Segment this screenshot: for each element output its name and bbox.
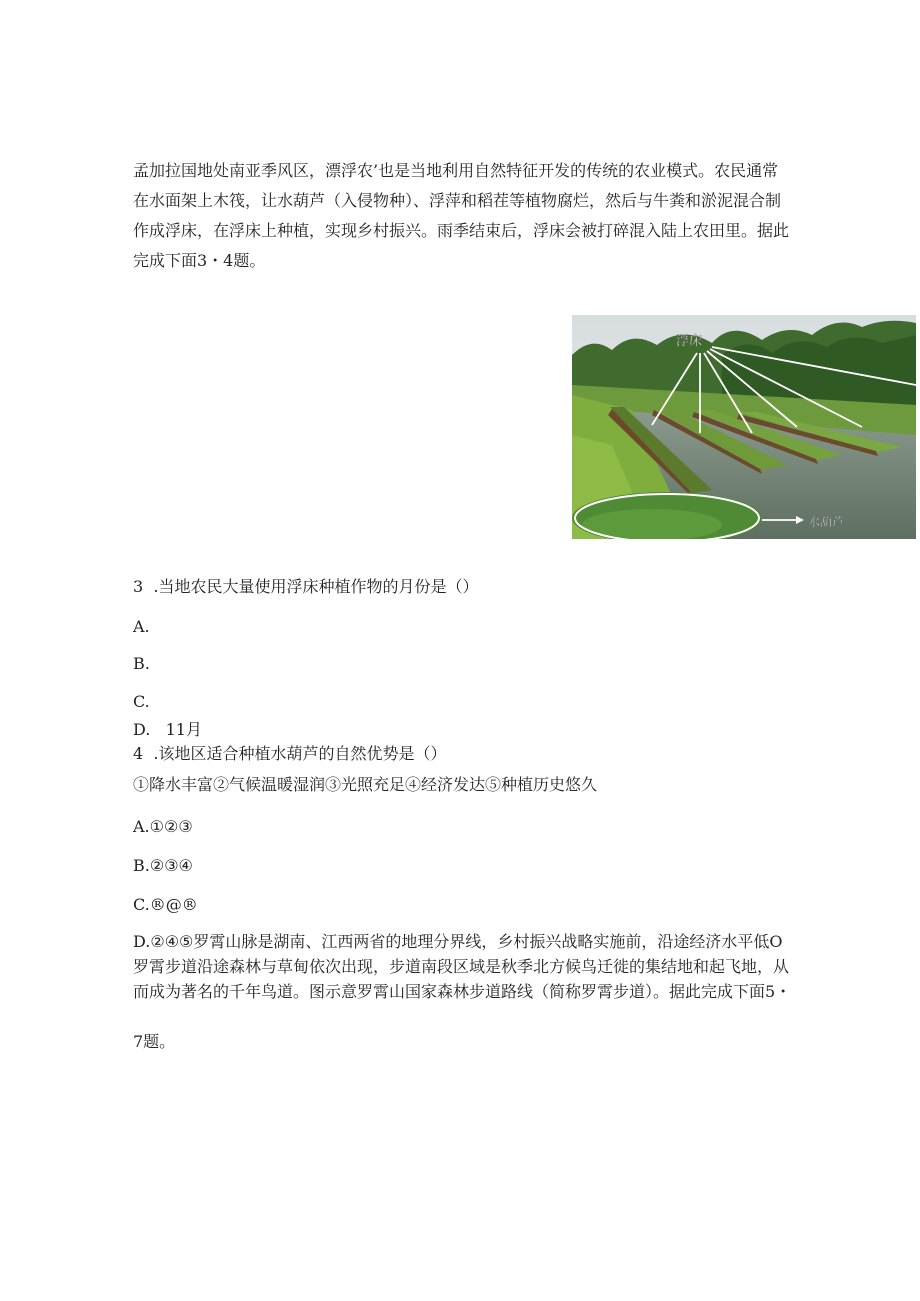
question-3-option-d: D. 11月 <box>133 720 202 739</box>
question-3-option-c: C. <box>133 692 150 711</box>
question-4-option-b: B.②③④ <box>133 856 193 875</box>
question-4-items: ①降水丰富②气候温暖湿润③光照充足④经济发达⑤种植历史悠久 <box>133 775 598 794</box>
question-4-option-c: C.®@® <box>133 895 198 914</box>
photo-label-water-hyacinth: 水葫芦 <box>808 515 845 529</box>
intro-paragraph: 孟加拉国地处南亚季风区，漂浮农’也是当地利用自然特征开发的传统的农业模式。农民通常在水面架上木筏，让水葫芦（入侵物种）、浮萍和稻茬等植物腐烂，然后与牛粪和淤泥混合制作成浮床，在浮床上种植，实现乡村振兴。雨季结束后，浮床会被打碎混入陆上农田里。据此完成下面3・4题。 <box>133 161 790 270</box>
question-4-option-d-and-passage: D.②④⑤罗霄山脉是湖南、江西两省的地理分界线，乡村振兴战略实施前，沿途经济水平低O罗霄步道沿途森林与草甸依次出现，步道南段区域是秋季北方候鸟迁徙的集结地和起飞地，从而成为著名的千年鸟道。图示意罗霄山国家森林步道路线（简称罗霄步道）。据此完成下面5・ <box>133 932 792 1001</box>
question-4-option-a: A.①②③ <box>133 817 193 836</box>
question-3-stem: 3 .当地农民大量使用浮床种植作物的月份是（） <box>133 577 479 596</box>
passage-tail: 7题。 <box>133 1032 176 1051</box>
photo-label-floating-bed: 浮床 <box>676 334 703 349</box>
question-4-stem: 4 .该地区适合种植水葫芦的自然优势是（） <box>133 744 447 763</box>
question-3-option-a: A. <box>133 617 150 636</box>
floating-bed-photo <box>572 315 916 539</box>
question-3-option-b: B. <box>133 654 150 673</box>
